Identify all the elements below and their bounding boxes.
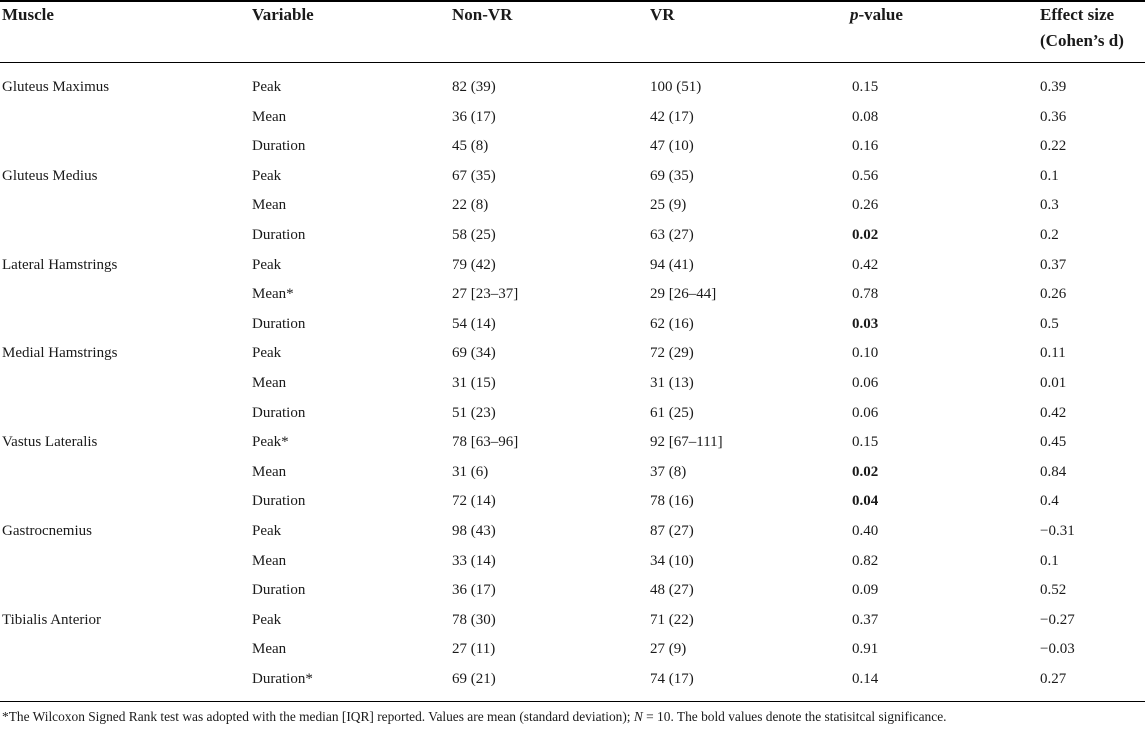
cell-p-value: 0.10 <box>852 345 879 362</box>
cell-p-value: 0.56 <box>852 167 879 184</box>
table-row <box>0 103 1145 133</box>
cell-muscle: Medial Hamstrings <box>2 345 118 362</box>
header-non-vr: Non-VR <box>452 5 513 24</box>
header-effect-line1: Effect size <box>1040 5 1115 24</box>
cell-muscle: Lateral Hamstrings <box>2 256 118 273</box>
table-row <box>0 606 1145 636</box>
header-effect-line2: (Cohen’s d) <box>1040 31 1124 50</box>
table-row <box>0 369 1145 399</box>
table-row <box>0 576 1145 606</box>
table-body <box>0 73 1145 694</box>
header-p-value <box>850 2 903 28</box>
cell-variable: Duration <box>252 315 306 332</box>
footnote-part2: = 10. The bold values denote the statisitcal significance. <box>642 709 947 724</box>
cell-muscle: Tibialis Anterior <box>2 611 102 628</box>
cell-vr: 62 (16) <box>650 315 694 332</box>
cell-p-value: 0.06 <box>852 404 879 421</box>
cell-p-value: 0.37 <box>852 611 879 628</box>
cell-p-value: 0.03 <box>852 315 879 332</box>
cell-non-vr: 33 (14) <box>452 552 496 569</box>
cell-non-vr: 78 (30) <box>452 611 496 628</box>
table-row <box>0 547 1145 577</box>
cell-p-value: 0.78 <box>852 286 879 303</box>
cell-vr: 78 (16) <box>650 493 694 510</box>
cell-p-value: 0.06 <box>852 374 879 391</box>
cell-p-value: 0.02 <box>852 463 879 480</box>
cell-p-value: 0.26 <box>852 197 879 214</box>
table-row <box>0 458 1145 488</box>
cell-non-vr: 82 (39) <box>452 79 496 95</box>
cell-effect-size: 0.3 <box>1040 197 1059 214</box>
header-effect-size <box>1040 2 1124 54</box>
table-row <box>0 487 1145 517</box>
cell-p-value: 0.40 <box>852 522 879 539</box>
cell-effect-size: 0.1 <box>1040 167 1059 184</box>
cell-vr: 87 (27) <box>650 522 694 539</box>
cell-vr: 48 (27) <box>650 582 694 599</box>
cell-vr: 63 (27) <box>650 226 694 243</box>
cell-effect-size: 0.37 <box>1040 256 1067 273</box>
cell-vr: 69 (35) <box>650 167 694 184</box>
cell-muscle: Gluteus Medius <box>2 167 98 184</box>
cell-variable: Duration <box>252 582 306 599</box>
cell-variable: Duration <box>252 404 306 421</box>
cell-muscle: Vastus Lateralis <box>2 434 98 451</box>
cell-non-vr: 58 (25) <box>452 226 496 243</box>
table-row <box>0 221 1145 251</box>
cell-non-vr: 27 (11) <box>452 641 496 658</box>
cell-effect-size: 0.52 <box>1040 582 1067 599</box>
cell-variable: Peak <box>252 167 282 184</box>
cell-variable: Mean <box>252 108 287 125</box>
cell-non-vr: 78 [63–96] <box>452 434 519 451</box>
cell-variable: Mean* <box>252 286 294 303</box>
cell-variable: Duration <box>252 226 306 243</box>
cell-vr: 74 (17) <box>650 670 694 687</box>
cell-vr: 94 (41) <box>650 256 694 273</box>
footnote-n: N <box>633 709 643 724</box>
cell-variable: Mean <box>252 374 287 391</box>
cell-non-vr: 45 (8) <box>452 138 489 155</box>
table-row <box>0 339 1145 369</box>
cell-vr: 47 (10) <box>650 138 694 155</box>
cell-p-value: 0.14 <box>852 670 879 687</box>
table-row <box>0 191 1145 221</box>
cell-non-vr: 69 (34) <box>452 345 496 362</box>
cell-p-value: 0.91 <box>852 641 879 658</box>
cell-variable: Peak <box>252 79 282 95</box>
table-row <box>0 132 1145 162</box>
cell-vr: 92 [67–111] <box>650 434 723 451</box>
cell-p-value: 0.82 <box>852 552 879 569</box>
cell-variable: Duration <box>252 493 306 510</box>
cell-p-value: 0.15 <box>852 434 879 451</box>
cell-non-vr: 31 (6) <box>452 463 489 480</box>
cell-effect-size: 0.26 <box>1040 286 1067 303</box>
cell-effect-size: −0.31 <box>1040 522 1075 539</box>
cell-variable: Peak <box>252 611 282 628</box>
cell-vr: 42 (17) <box>650 108 694 125</box>
header-p-rest: -value <box>858 5 903 24</box>
cell-variable: Mean <box>252 197 287 214</box>
cell-vr: 72 (29) <box>650 345 694 362</box>
cell-effect-size: 0.01 <box>1040 374 1067 391</box>
cell-non-vr: 98 (43) <box>452 522 496 539</box>
cell-non-vr: 72 (14) <box>452 493 496 510</box>
cell-vr: 100 (51) <box>650 79 702 95</box>
table-row <box>0 665 1145 695</box>
cell-variable: Peak <box>252 345 282 362</box>
table-top-rule <box>0 0 1145 2</box>
header-vr: VR <box>650 5 675 24</box>
cell-effect-size: 0.22 <box>1040 138 1067 155</box>
cell-variable: Peak <box>252 256 282 273</box>
cell-vr: 61 (25) <box>650 404 694 421</box>
cell-vr: 31 (13) <box>650 374 694 391</box>
table-row <box>0 280 1145 310</box>
cell-effect-size: 0.1 <box>1040 552 1059 569</box>
cell-variable: Duration <box>252 138 306 155</box>
header-variable: Variable <box>252 5 314 24</box>
cell-effect-size: −0.27 <box>1040 611 1075 628</box>
cell-p-value: 0.04 <box>852 493 879 510</box>
cell-effect-size: 0.27 <box>1040 670 1067 687</box>
cell-non-vr: 79 (42) <box>452 256 496 273</box>
cell-effect-size: 0.36 <box>1040 108 1067 125</box>
cell-p-value: 0.15 <box>852 79 879 95</box>
cell-effect-size: 0.39 <box>1040 79 1067 95</box>
cell-vr: 29 [26–44] <box>650 286 717 303</box>
table-row <box>0 428 1145 458</box>
table-bottom-rule <box>0 701 1145 702</box>
table-row <box>0 517 1145 547</box>
header-muscle: Muscle <box>2 5 54 24</box>
cell-effect-size: 0.11 <box>1040 345 1066 362</box>
cell-vr: 27 (9) <box>650 641 687 658</box>
cell-non-vr: 69 (21) <box>452 670 496 687</box>
cell-variable: Mean <box>252 463 287 480</box>
cell-non-vr: 22 (8) <box>452 197 489 214</box>
cell-non-vr: 36 (17) <box>452 108 496 125</box>
cell-non-vr: 36 (17) <box>452 582 496 599</box>
cell-non-vr: 67 (35) <box>452 167 496 184</box>
cell-non-vr: 31 (15) <box>452 374 496 391</box>
cell-p-value: 0.02 <box>852 226 879 243</box>
cell-non-vr: 27 [23–37] <box>452 286 519 303</box>
cell-p-value: 0.42 <box>852 256 879 273</box>
table-footnote <box>2 708 947 726</box>
cell-vr: 37 (8) <box>650 463 687 480</box>
table-row <box>0 162 1145 192</box>
cell-effect-size: 0.4 <box>1040 493 1059 510</box>
cell-vr: 71 (22) <box>650 611 694 628</box>
cell-effect-size: 0.2 <box>1040 226 1059 243</box>
table-row <box>0 399 1145 429</box>
cell-non-vr: 51 (23) <box>452 404 496 421</box>
cell-effect-size: −0.03 <box>1040 641 1075 658</box>
cell-non-vr: 54 (14) <box>452 315 496 332</box>
cell-p-value: 0.08 <box>852 108 879 125</box>
cell-effect-size: 0.84 <box>1040 463 1067 480</box>
table-row <box>0 251 1145 281</box>
cell-vr: 25 (9) <box>650 197 687 214</box>
cell-muscle: Gastrocnemius <box>2 522 92 539</box>
cell-variable: Duration* <box>252 670 313 687</box>
cell-variable: Mean <box>252 641 287 658</box>
cell-effect-size: 0.5 <box>1040 315 1059 332</box>
cell-effect-size: 0.45 <box>1040 434 1067 451</box>
cell-variable: Peak <box>252 522 282 539</box>
table-row <box>0 310 1145 340</box>
cell-muscle: Gluteus Maximus <box>2 79 110 95</box>
cell-p-value: 0.09 <box>852 582 879 599</box>
table-row <box>0 635 1145 665</box>
cell-variable: Peak* <box>252 434 289 451</box>
header-p-italic: p <box>850 5 859 24</box>
table-row <box>0 73 1145 103</box>
cell-effect-size: 0.42 <box>1040 404 1067 421</box>
header-rule <box>0 62 1145 63</box>
cell-vr: 34 (10) <box>650 552 694 569</box>
cell-p-value: 0.16 <box>852 138 879 155</box>
footnote-part1: *The Wilcoxon Signed Rank test was adopted with the median [IQR] reported. Values are mean (standard deviation); <box>2 709 634 724</box>
cell-variable: Mean <box>252 552 287 569</box>
